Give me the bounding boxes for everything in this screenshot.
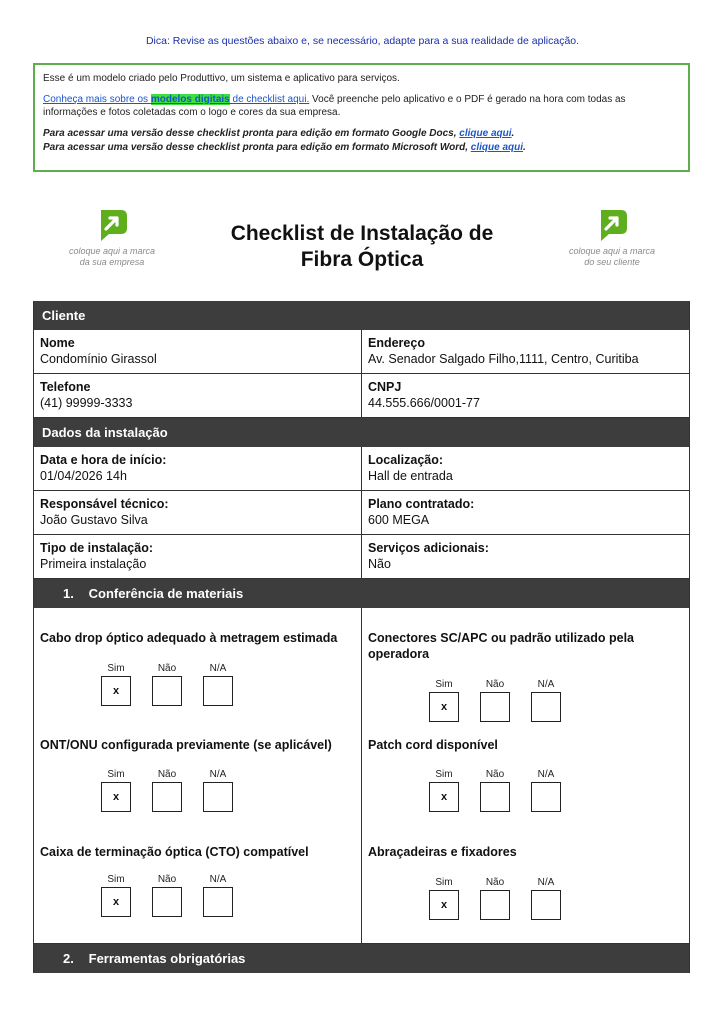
checkbox-na[interactable] [531,890,561,920]
checkbox-sim[interactable]: x [429,782,459,812]
checklist-item: Caixa de terminação óptica (CTO) compatível [40,845,309,859]
checkbox-na[interactable] [203,887,233,917]
brand-arrow-icon [95,208,129,242]
checkbox-sim[interactable]: x [429,692,459,722]
checkbox-nao[interactable] [480,692,510,722]
checkbox-nao[interactable] [480,890,510,920]
brand-arrow-icon [595,208,629,242]
section-header-ferramentas: 2. Ferramentas obrigatórias [34,944,689,973]
info-box [33,63,690,172]
checkbox-sim[interactable]: x [101,887,131,917]
checklist-item: Abraçadeiras e fixadores [368,845,517,859]
option-group: Sim x Não N/A [101,769,254,812]
checkbox-na[interactable] [531,782,561,812]
option-group: Sim x Não N/A [101,663,254,706]
info-docs-line: Para acessar uma versão desse checklist pronta para edição em formato Google Docs, clique aqui. [43,128,515,139]
checkbox-nao[interactable] [152,887,182,917]
checkbox-nao[interactable] [152,782,182,812]
checklist-item: ONT/ONU configurada previamente (se aplicável) [40,738,332,752]
info-line-2: Conheça mais sobre os modelos digitais de checklist aqui. Você preenche pelo aplicativo e o PDF é gerado na hora com todas as informações e fotos coletadas com o logo e cores da sua empresa. [43,94,626,118]
materials-col-left [34,608,361,943]
section-header-materiais: 1. Conferência de materiais [34,579,689,608]
table-row [34,374,689,418]
option-group: Sim x Não N/A [429,769,582,812]
field-plano: Plano contratado: 600 MEGA [361,491,689,534]
field-servicos-adicionais: Serviços adicionais: Não [361,535,689,578]
checkbox-sim[interactable]: x [101,676,131,706]
field-cnpj: CNPJ 44.555.666/0001-77 [361,374,689,417]
option-group: Sim x Não N/A [429,877,582,920]
field-responsavel: Responsável técnico: João Gustavo Silva [40,497,169,527]
section-header-cliente: Cliente [34,301,689,330]
models-link[interactable]: Conheça mais sobre os modelos digitais de checklist aqui. [43,94,310,105]
checkbox-na[interactable] [203,676,233,706]
table-row [34,447,689,491]
table-row [34,330,689,374]
client-logo-placeholder: coloque aqui a marca do seu cliente [557,208,667,269]
checkbox-nao[interactable] [480,782,510,812]
checklist-sheet [33,301,690,973]
checklist-item: Patch cord disponível [368,738,498,752]
info-line-1: Esse é um modelo criado pelo Produttivo, um sistema e aplicativo para serviços. [43,73,400,84]
field-tipo-instalacao: Tipo de instalação: Primeira instalação [40,541,153,571]
field-localizacao: Localização: Hall de entrada [361,447,689,490]
materials-grid [34,608,689,944]
info-word-line: Para acessar uma versão desse checklist pronta para edição em formato Microsoft Word, clique aqui. [43,142,526,153]
option-group: Sim x Não N/A [101,874,254,917]
field-nome: Nome Condomínio Girassol [40,336,157,366]
word-link[interactable]: clique aqui [470,142,523,153]
materials-col-right [361,608,689,943]
option-group: Sim x Não N/A [429,679,582,722]
checklist-item: Conectores SC/APC ou padrão utilizado pela operadora [368,631,635,662]
document-title: Checklist de Instalação de Fibra Óptica [230,222,494,271]
docs-link[interactable]: clique aqui [459,128,512,139]
field-endereco: Endereço Av. Senador Salgado Filho,1111, Centro, Curitiba [361,330,689,373]
field-data-inicio: Data e hora de início: 01/04/2026 14h [40,453,167,483]
checkbox-nao[interactable] [152,676,182,706]
section-header-instalacao: Dados da instalação [34,418,689,447]
checkbox-na[interactable] [203,782,233,812]
field-telefone: Telefone (41) 99999-3333 [40,380,133,410]
checklist-item: Cabo drop óptico adequado à metragem estimada [40,631,338,645]
tip-text: Dica: Revise as questões abaixo e, se necessário, adapte para a sua realidade de aplicação. [145,35,580,47]
table-row [34,535,689,579]
table-row [34,491,689,535]
checkbox-sim[interactable]: x [101,782,131,812]
checkbox-na[interactable] [531,692,561,722]
company-logo-placeholder: coloque aqui a marca da sua empresa [57,208,167,269]
checkbox-sim[interactable]: x [429,890,459,920]
